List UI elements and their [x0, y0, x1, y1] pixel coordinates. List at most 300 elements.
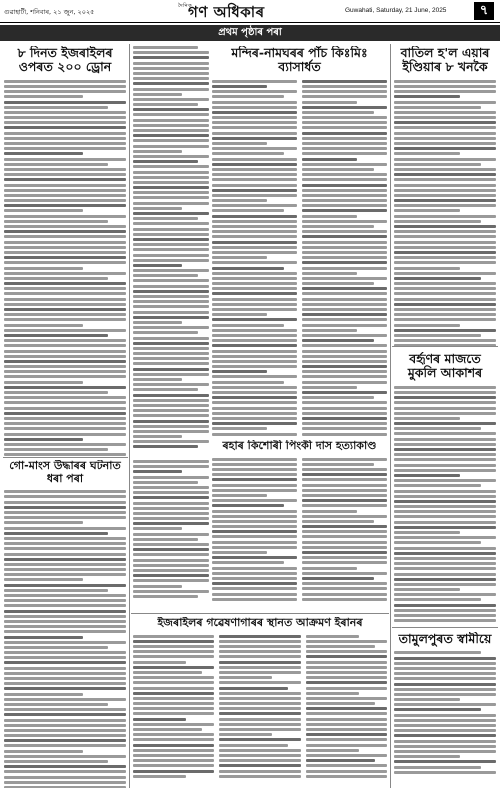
text-line [394, 510, 496, 513]
text-line [394, 495, 496, 498]
text-line [133, 113, 209, 116]
text-line [133, 574, 209, 577]
text-line [133, 764, 214, 767]
text-line [133, 165, 209, 168]
text-line [306, 650, 387, 653]
text-line [212, 546, 297, 549]
story-drones-continued [133, 460, 209, 610]
text-line [306, 759, 375, 762]
text-line [394, 745, 496, 748]
text-line [133, 357, 209, 360]
text-line [302, 484, 387, 487]
text-line [212, 577, 297, 580]
text-line [306, 749, 359, 752]
text-line [394, 724, 496, 727]
text-line [302, 401, 387, 404]
story-divider [392, 346, 498, 347]
text-line [302, 381, 387, 384]
text-line [302, 194, 387, 197]
section-title: প্ৰথম পৃষ্ঠাৰ পৰা [0, 25, 500, 41]
text-line [133, 687, 214, 690]
text-line [4, 755, 126, 758]
text-line [394, 578, 496, 581]
text-line [4, 667, 126, 670]
text-line [302, 85, 387, 88]
text-line [133, 579, 209, 582]
text-line [306, 655, 387, 658]
text-line [306, 728, 387, 731]
text-line [212, 520, 297, 523]
text-line [4, 610, 126, 613]
text-line [394, 386, 496, 389]
text-line [212, 147, 297, 150]
text-line [133, 196, 209, 199]
text-line [394, 303, 496, 306]
text-line [133, 119, 209, 122]
story-murder [212, 440, 387, 608]
text-line [302, 235, 387, 238]
text-line [219, 655, 300, 658]
text-line [4, 693, 83, 696]
text-line [302, 147, 387, 150]
text-line [212, 478, 297, 481]
text-line [394, 672, 496, 675]
text-line [4, 324, 83, 327]
text-line [212, 220, 297, 223]
text-line [212, 386, 297, 389]
text-line [394, 619, 496, 622]
text-line [302, 318, 387, 321]
text-line [133, 368, 209, 371]
text-line [394, 204, 496, 207]
text-line [4, 168, 126, 171]
text-line [4, 256, 126, 259]
text-line [133, 217, 198, 220]
text-line [302, 391, 387, 394]
text-line [133, 77, 209, 80]
text-line [4, 734, 126, 737]
text-line [133, 388, 198, 391]
text-line [133, 676, 214, 679]
text-line [212, 313, 267, 316]
text-line [133, 207, 182, 210]
text-line [133, 103, 198, 106]
text-line [133, 465, 209, 468]
text-line [219, 661, 300, 664]
text-line [212, 292, 297, 295]
text-line [212, 324, 284, 327]
text-line [4, 350, 126, 353]
text-line [4, 267, 83, 270]
text-line [133, 712, 214, 715]
page-number: ৭ [474, 2, 494, 20]
text-line [219, 645, 300, 648]
text-line [302, 287, 387, 290]
text-line [394, 448, 496, 451]
text-line [133, 82, 209, 85]
text-line [133, 139, 209, 142]
text-line [4, 365, 126, 368]
text-line [212, 489, 297, 492]
text-line [212, 85, 267, 88]
text-line [133, 640, 214, 643]
story-drones [4, 46, 126, 456]
text-line [302, 303, 387, 306]
text-line [133, 486, 209, 489]
text-line [133, 635, 214, 638]
text-line [394, 277, 481, 280]
text-line [4, 615, 126, 618]
text-line [394, 562, 496, 565]
text-line [4, 729, 126, 732]
text-line [4, 313, 126, 316]
text-line [302, 433, 387, 436]
text-line [4, 308, 126, 311]
text-line [4, 158, 126, 161]
text-line [302, 598, 387, 601]
text-line [133, 445, 198, 448]
text-line [4, 578, 83, 581]
text-line [394, 313, 496, 316]
text-line [394, 121, 496, 124]
text-line [133, 259, 209, 262]
text-line [133, 67, 209, 70]
text-line [302, 334, 387, 337]
text-line [394, 474, 460, 477]
text-line [212, 261, 297, 264]
text-line [394, 766, 481, 769]
text-line [302, 339, 374, 342]
text-line [212, 412, 297, 415]
text-line [302, 567, 357, 570]
text-line [4, 739, 126, 742]
text-line [306, 712, 387, 715]
story-headline: গো-মাংস উদ্ধাৰৰ ঘটনাত ধৰা পৰা [9, 460, 121, 485]
text-line [212, 504, 284, 507]
text-line [133, 378, 182, 381]
text-line [212, 178, 297, 181]
text-line [133, 150, 182, 153]
text-line [302, 375, 387, 378]
text-line [4, 630, 126, 633]
text-line [212, 95, 284, 98]
text-line [133, 491, 209, 494]
text-line [133, 409, 209, 412]
text-line [4, 251, 126, 254]
text-line [394, 241, 496, 244]
text-line [4, 599, 126, 602]
text-line [394, 688, 496, 691]
story-headline: তামুলপুৰত স্বামীয়ে [398, 632, 492, 646]
text-line [133, 502, 209, 505]
text-line [4, 438, 83, 441]
text-line [302, 499, 387, 502]
text-line [212, 381, 284, 384]
text-line [4, 453, 126, 456]
text-line [306, 640, 387, 643]
text-line [394, 521, 496, 524]
text-line [212, 541, 297, 544]
story-divider [3, 457, 128, 458]
text-line [4, 786, 126, 788]
text-line [212, 189, 297, 192]
text-line [394, 526, 496, 529]
text-line [212, 567, 297, 570]
text-line [302, 360, 387, 363]
story-body [306, 635, 387, 778]
text-line [133, 254, 209, 257]
text-line [133, 352, 209, 355]
text-line [212, 251, 297, 254]
text-line [394, 189, 496, 192]
text-line [4, 184, 126, 187]
text-line [212, 598, 297, 601]
text-line [4, 770, 126, 773]
text-line [394, 427, 481, 430]
text-line [302, 468, 387, 471]
text-line [133, 404, 209, 407]
text-line [306, 775, 387, 778]
story-headline: ৰহাৰ কিশোৰী পিংকী দাস হত্যাকাণ্ড [222, 440, 377, 452]
text-line [212, 282, 297, 285]
text-line [394, 163, 481, 166]
text-line [4, 111, 126, 114]
text-line [4, 375, 126, 378]
text-line [212, 246, 297, 249]
text-line [394, 490, 496, 493]
text-line [212, 468, 297, 471]
text-line [133, 394, 209, 397]
text-line [4, 116, 126, 119]
text-line [394, 230, 496, 233]
text-line [133, 274, 198, 277]
text-line [133, 718, 186, 721]
text-line [212, 230, 297, 233]
text-line [133, 399, 209, 402]
text-line [302, 365, 387, 368]
text-line [133, 517, 209, 520]
text-line [4, 287, 126, 290]
text-line [219, 733, 272, 736]
text-line [394, 698, 460, 701]
text-line [212, 396, 297, 399]
column-divider [129, 44, 130, 788]
text-line [4, 781, 126, 784]
text-line [302, 412, 387, 415]
text-line [133, 420, 209, 423]
text-line [219, 671, 300, 674]
text-line [212, 80, 297, 83]
text-line [219, 702, 300, 705]
text-line [394, 598, 481, 601]
text-line [302, 350, 387, 353]
text-line [212, 142, 267, 145]
text-line [133, 233, 209, 236]
text-line [133, 425, 209, 428]
text-line [212, 499, 297, 502]
text-line [4, 677, 126, 680]
text-line [4, 765, 126, 768]
text-line [4, 656, 126, 659]
text-line [133, 585, 182, 588]
masthead [0, 0, 500, 23]
text-line [4, 355, 126, 358]
text-line [219, 635, 300, 638]
text-line [302, 396, 374, 399]
text-line [394, 298, 496, 301]
text-line [133, 373, 209, 376]
story-headline: মন্দিৰ-নামঘৰৰ পাঁচ কিঃমিঃ ব্যাসাৰ্ধত [231, 46, 368, 75]
text-line [219, 676, 272, 679]
text-line [133, 460, 209, 463]
text-line [394, 95, 460, 98]
text-line [302, 417, 387, 420]
text-line [133, 93, 182, 96]
story-headline: ৮ দিনত ইজৰাইলৰ ওপৰত ২০০ ড্ৰোন [17, 46, 113, 75]
text-line [4, 687, 126, 690]
text-line [219, 775, 300, 778]
newspaper-logo [178, 1, 265, 26]
text-line [394, 651, 481, 654]
text-line [394, 536, 496, 539]
text-line [302, 204, 387, 207]
story-body [394, 386, 496, 622]
text-line [4, 396, 126, 399]
text-line [394, 282, 496, 285]
text-line [302, 504, 387, 507]
text-line [133, 666, 214, 669]
text-line [394, 703, 496, 706]
text-line [133, 559, 209, 562]
text-line [4, 339, 126, 342]
text-line [212, 551, 267, 554]
text-line [302, 370, 387, 373]
text-line [4, 495, 126, 498]
text-line [306, 702, 375, 705]
text-line [4, 417, 126, 420]
text-line [394, 484, 481, 487]
text-line [302, 329, 357, 332]
text-line [302, 246, 387, 249]
text-line [212, 463, 297, 466]
text-line [4, 719, 126, 722]
text-line [302, 515, 387, 518]
text-line [133, 279, 209, 282]
text-line [302, 530, 387, 533]
text-line [302, 230, 387, 233]
story-barak [394, 352, 496, 622]
text-line [306, 635, 359, 638]
text-line [306, 692, 359, 695]
text-line [4, 646, 108, 649]
text-line [212, 370, 267, 373]
text-line [302, 561, 387, 564]
text-line [212, 101, 297, 104]
text-line [302, 106, 387, 109]
text-line [4, 147, 126, 150]
text-line [212, 515, 297, 518]
text-line [394, 142, 496, 145]
text-line [394, 583, 496, 586]
story-divider [392, 627, 498, 628]
text-line [212, 427, 267, 430]
text-line [4, 85, 126, 88]
text-line [4, 724, 126, 727]
story-drones-continued [133, 46, 209, 456]
text-line [133, 311, 209, 314]
text-line [302, 407, 387, 410]
story-body [219, 635, 300, 778]
text-line [133, 305, 209, 308]
text-line [394, 588, 460, 591]
text-line [212, 111, 297, 114]
text-line [133, 697, 214, 700]
text-line [4, 620, 126, 623]
text-line [4, 713, 126, 716]
text-line [394, 267, 460, 270]
text-line [219, 692, 300, 695]
text-line [4, 215, 126, 218]
text-line [394, 401, 496, 404]
text-line [394, 391, 496, 394]
text-line [133, 738, 214, 741]
text-line [133, 129, 209, 132]
text-line [302, 261, 387, 264]
text-line [394, 209, 460, 212]
text-line [219, 759, 300, 762]
text-line [394, 246, 496, 249]
text-line [133, 749, 214, 752]
text-line [394, 101, 496, 104]
text-line [133, 470, 182, 473]
text-line [212, 318, 297, 321]
text-line [4, 220, 108, 223]
text-line [212, 126, 297, 129]
text-line [306, 770, 387, 773]
text-line [394, 693, 496, 696]
text-line [133, 707, 214, 710]
text-line [306, 744, 387, 747]
text-line [133, 476, 209, 479]
text-line [4, 547, 126, 550]
text-line [212, 267, 284, 270]
text-line [212, 473, 297, 476]
text-line [302, 111, 374, 114]
text-line [212, 137, 297, 140]
text-line [133, 770, 214, 773]
text-line [212, 152, 284, 155]
text-line [4, 152, 83, 155]
text-line [394, 396, 496, 399]
text-line [4, 568, 126, 571]
text-line [133, 222, 209, 225]
text-line [4, 126, 126, 129]
text-line [302, 292, 387, 295]
text-line [302, 267, 387, 270]
text-line [302, 556, 387, 559]
text-line [212, 184, 297, 187]
text-line [394, 438, 496, 441]
text-line [394, 469, 496, 472]
text-line [212, 350, 297, 353]
text-line [302, 422, 387, 425]
text-line [133, 181, 209, 184]
text-line [394, 287, 496, 290]
text-line [302, 282, 374, 285]
text-line [133, 56, 209, 59]
text-line [133, 681, 214, 684]
text-line [212, 272, 297, 275]
